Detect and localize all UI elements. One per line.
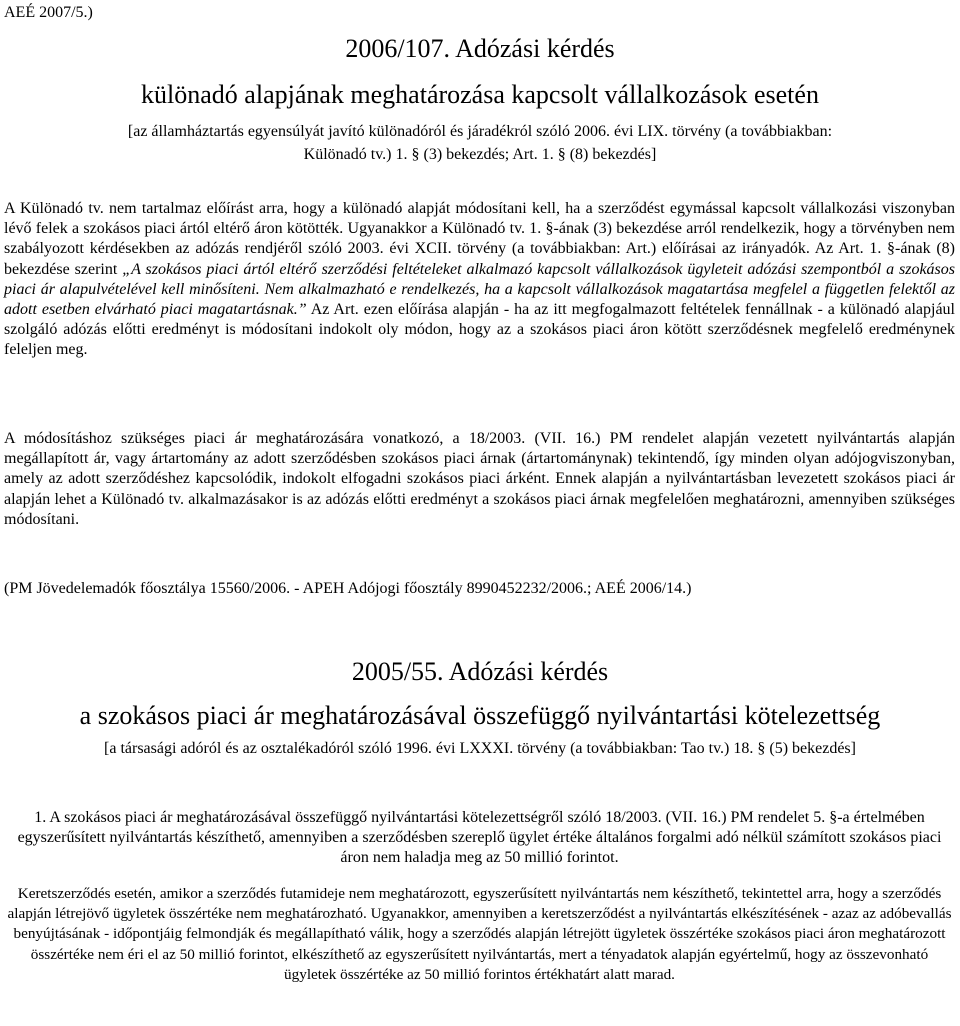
section1-law-ref-line2: Különadó tv.) 1. § (3) bekezdés; Art. 1. § (8) bekezdés] (303, 146, 657, 163)
section2-paragraph-1: 1. A szokásos piaci ár meghatározásával összefüggő nyilvántartási kötelezettségről szóló 18/2003. (VII. 16.) PM rendelet 5. §-a értelmében egyszerűsített nyilvántartás készíthető, amennyiben a szerződésben szereplő ügylet értéke általános forgalmi adó nélkül számított szokásos piaci áron nem haladja meg az 50 millió forintot. (17, 809, 942, 867)
section1-law-ref-line1: [az államháztartás egyensúlyát javító különadóról és járadékról szóló 2006. évi LIX. törvény (a továbbiakban: (127, 123, 833, 140)
section1-title: 2006/107. Adózási kérdés (345, 34, 615, 63)
section1-paragraph-2: A módosításhoz szükséges piaci ár meghatározására vonatkozó, a 18/2003. (VII. 16.) PM rendelet alapján vezetett nyilvántartás alapján megállapított ár, vagy ártartomány az adott szerződésben szokásos piaci árnak (ártartománynak) tekintendő, így minden olyan adójogviszonyban, amely az adott szerződéshez kapcsolódik, indokolt elfogadni szokásos piaci árként. Ennek alapján a nyilvántartásban levezetett szokásos piaci ár alapján lehet a Különadó tv. alkalmazásakor is az adózás előtti eredményt a szokásos piaci árnak megfelelően meghatározni, amennyiben szükséges módosítani. (4, 430, 955, 528)
section2-title: 2005/55. Adózási kérdés (351, 657, 609, 686)
page-reference: AEÉ 2007/5.) (4, 4, 93, 21)
section1-paragraph-1: A Különadó tv. nem tartalmaz előírást arra, hogy a különadó alapját módosítani kell, ha a szerződést egymással kapcsolt vállalkozási viszonyban lévő felek a szokásos piaci ártól eltérő áron kötötték. Ugyanakkor a Különadó tv. 1. §-ának (3) bekezdése arról rendelkezik, hogy a törvényben nem szabályozott kérdésekben az adózás rendjéről szóló 2003. évi XCII. törvény (a továbbiakban: Art.) előírásai az irányadók. Az Art. 1. §-ának (8) bekezdése szerint „A szokásos piaci ártól eltérő szerződési feltételeket alkalmazó kapcsolt vállalkozások ügyleteit adózási szempontból a szokásos piaci ár alapulvételével kell minősíteni. Nem alkalmazható e rendelkezés, ha a kapcsolt vállalkozások magatartása megfelel a független felektől az adott esetben elvárható piaci magatartásnak.” Az Art. ezen előírása alapján - ha az itt megfogalmazott feltételek fennállnak - a különadó alapjául szolgáló adózás előtti eredményt is módosítani indokolt oly módon, hogy az a szokásos piaci áron kötött szerződésnek megfelelő eredménynek feleljen meg. (4, 200, 955, 359)
section2-subtitle: a szokásos piaci ár meghatározásával összefüggő nyilvántartási kötelezettség (79, 701, 881, 730)
section1-source: (PM Jövedelemadók főosztálya 15560/2006. - APEH Adójogi főosztály 8990452232/2006.; AEÉ 2006/14.) (4, 580, 692, 597)
section2-paragraph-2: Keretszerződés esetén, amikor a szerződés futamideje nem meghatározott, egyszerűsített nyilvántartás nem készíthető, tekintettel arra, hogy a szerződés alapján létrejövő ügyletek összértéke nem meghatározható. Ugyanakkor, amennyiben a keretszerződést a nyilvántartás elkészítésének - azaz az adóbevallás benyújtásának - időpontjáig felmondják és megállapítható válik, hogy a szerződés alapján létrejött ügyletek összértéke szokásos piaci áron meghatározott összértéke nem éri el az 50 millió forintot, elkészíthető az egyszerűsített nyilvántartás, mert a tényadatok alapján egyértelmű, hogy az összevonható ügyletek összértéke az 50 millió forintos értékhatárt alatt marad. (7, 885, 952, 983)
section2-law-ref: [a társasági adóról és az osztalékadóról szóló 1996. évi LXXXI. törvény (a továbbiakban: Tao tv.) 18. § (5) bekezdés] (104, 740, 856, 757)
quoted-law-text: „A szokásos piaci ártól eltérő szerződési feltételeket alkalmazó kapcsolt vállalkozások ügyleteit adózási szempontból a szokásos piaci ár alapulvételével kell minősíteni. Nem alkalmazható e rendelkezés, ha a kapcsolt vállalkozások magatartása megfelel a független felektől az adott esetben elvárható piaci magatartásnak.” (4, 260, 955, 319)
section1-subtitle: különadó alapjának meghatározása kapcsolt vállalkozások esetén (141, 80, 819, 109)
